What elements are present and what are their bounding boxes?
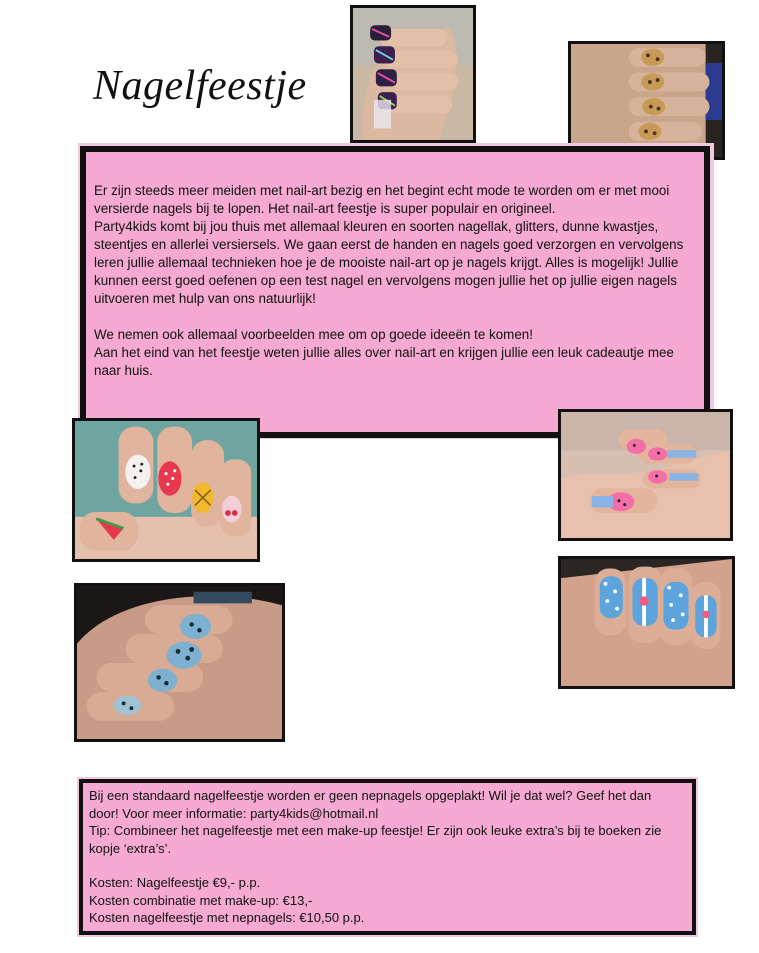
info-line-2: Tip: Combineer het nagelfeestje met een make-up feestje! Er zijn ook leuke extra’s bij te boeken zie kopje ‘extra’s’. bbox=[89, 823, 662, 856]
info-panel bbox=[79, 779, 696, 935]
photo-striped-nails bbox=[350, 5, 476, 143]
intro-paragraph-2: We nemen ook allemaal voorbeelden mee om op goede ideeën te komen! Aan het eind van het feestje weten jullie alles over nail-art en krijgen jullie een leuk cadeautje mee naar huis. bbox=[94, 327, 674, 378]
page-title: Nagelfeestje bbox=[93, 63, 307, 109]
info-line-1: Bij een standaard nagelfeestje worden er geen nepnagels opgeplakt! Wil je dat wel? Geef het dan door! Voor meer informatie: party4kids@hotmail.nl bbox=[89, 788, 652, 821]
intro-panel bbox=[80, 146, 710, 438]
intro-paragraph-1: Er zijn steeds meer meiden met nail-art bezig en het begint echt mode te worden om er met mooi versierde nagels bij te lopen. Het nail-art feestje is super populair en origineel. Party4kids komt bij jou thuis met allemaal kleuren en soorten nagellak, glitters, dunne kwastjes, steentjes en allerlei versiersels. We gaan eerst de handen en nagels goed verzorgen en vervolgens leren jullie allemaal technieken hoe je de mooiste nail-art op je nagels krijgt. Alles is mogelijk! Jullie kunnen eerst goed oefenen op een test nagel en vervolgens mogen jullie het op jullie eigen nagels uitvoeren met hulp van ons natuurlijk! bbox=[94, 183, 684, 306]
price-line-1: Kosten: Nagelfeestje €9,- p.p. bbox=[89, 875, 261, 890]
photo-pink-dots-nails bbox=[558, 409, 733, 541]
price-line-3: Kosten nagelfeestje met nepnagels: €10,50 p.p. bbox=[89, 910, 365, 925]
photo-blue-polka-nails bbox=[558, 556, 735, 689]
photo-blue-leopard-nails bbox=[74, 583, 285, 742]
photo-fruit-nails bbox=[72, 418, 260, 562]
price-line-2: Kosten combinatie met make-up: €13,- bbox=[89, 892, 313, 908]
